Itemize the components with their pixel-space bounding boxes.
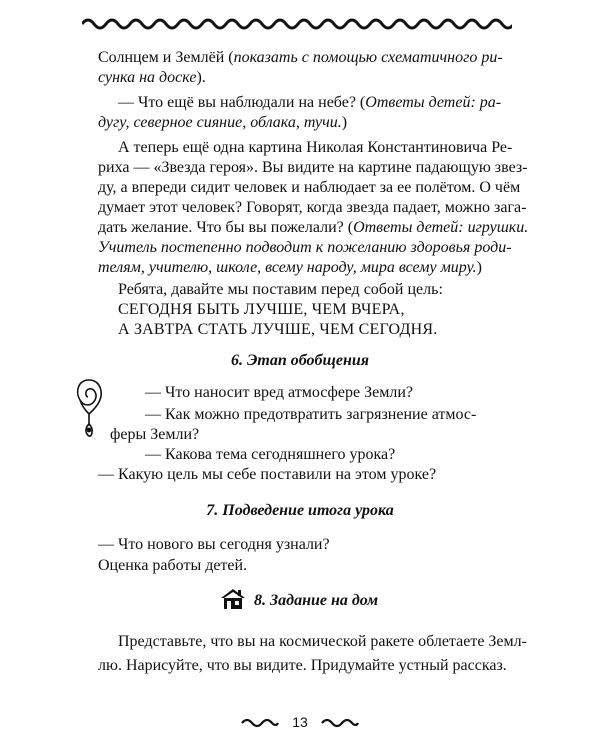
section-heading: 8. Задание на дом	[254, 592, 379, 609]
text-line: Оценка работы детей.	[98, 557, 248, 574]
question-line: — Какую цель мы себе поставили на этом уроке?	[98, 466, 437, 483]
text-line: ду, а впереди сидит человек и наблюдает за ее полётом. О чём	[98, 179, 521, 196]
text-line: думает этот человек? Говорят, когда звезда падает, можно зага-	[98, 199, 527, 216]
text-line: Ребята, давайте мы поставим перед собой цель:	[118, 281, 443, 298]
section-heading: 7. Подведение итога урока	[206, 502, 394, 519]
page-number: 13	[292, 714, 308, 730]
question-line: — Что наносит вред атмосфере Земли?	[145, 384, 414, 401]
question-line: — Как можно предотвратить загрязнение атмос-	[145, 406, 477, 423]
text-line: лю. Нарисуйте, что вы видите. Придумайте устный рассказ.	[98, 657, 507, 674]
text-line: Представьте, что вы на космической ракете облетаете Земл-	[118, 633, 527, 650]
text-line: А теперь ещё одна картина Николая Константиновича Ре-	[118, 139, 513, 156]
text-line: риха — «Звезда героя». Вы видите на картине падающую звез-	[98, 159, 528, 176]
question-line: — Какова тема сегодняшнего урока?	[145, 446, 396, 463]
goal-line: А ЗАВТРА СТАТЬ ЛУЧШЕ, ЧЕМ СЕГОДНЯ.	[118, 321, 438, 338]
text-line: Учитель постепенно подводит к пожеланию здоровья роди-	[98, 239, 512, 256]
text-line: дугу, северное сияние, облака, тучи.)	[98, 114, 348, 131]
text-line: — Что ещё вы наблюдали на небе? (Ответы детей: ра-	[118, 94, 502, 111]
text-line: телям, учителю, школе, всему народу, мира всему миру.)	[98, 259, 482, 276]
page-footer	[0, 714, 600, 730]
wave-ornament-icon	[320, 717, 360, 729]
wave-ornament-icon	[82, 16, 512, 32]
text-line: дать желание. Что бы вы пожелали? (Ответы детей: игрушки.	[98, 219, 529, 236]
house-icon	[220, 588, 246, 610]
text-line: Солнцем и Землёй (показать с помощью схематичного ри-	[98, 49, 503, 66]
section-heading: 6. Этап обобщения	[231, 352, 369, 369]
question-line: — Что нового вы сегодня узнали?	[98, 536, 330, 553]
text-line: сунка на доске).	[98, 69, 206, 86]
snail-spiral-icon	[74, 378, 104, 440]
goal-line: СЕГОДНЯ БЫТЬ ЛУЧШЕ, ЧЕМ ВЧЕРА,	[118, 301, 405, 318]
question-line: феры Земли?	[110, 426, 200, 443]
wave-ornament-icon	[240, 717, 280, 729]
